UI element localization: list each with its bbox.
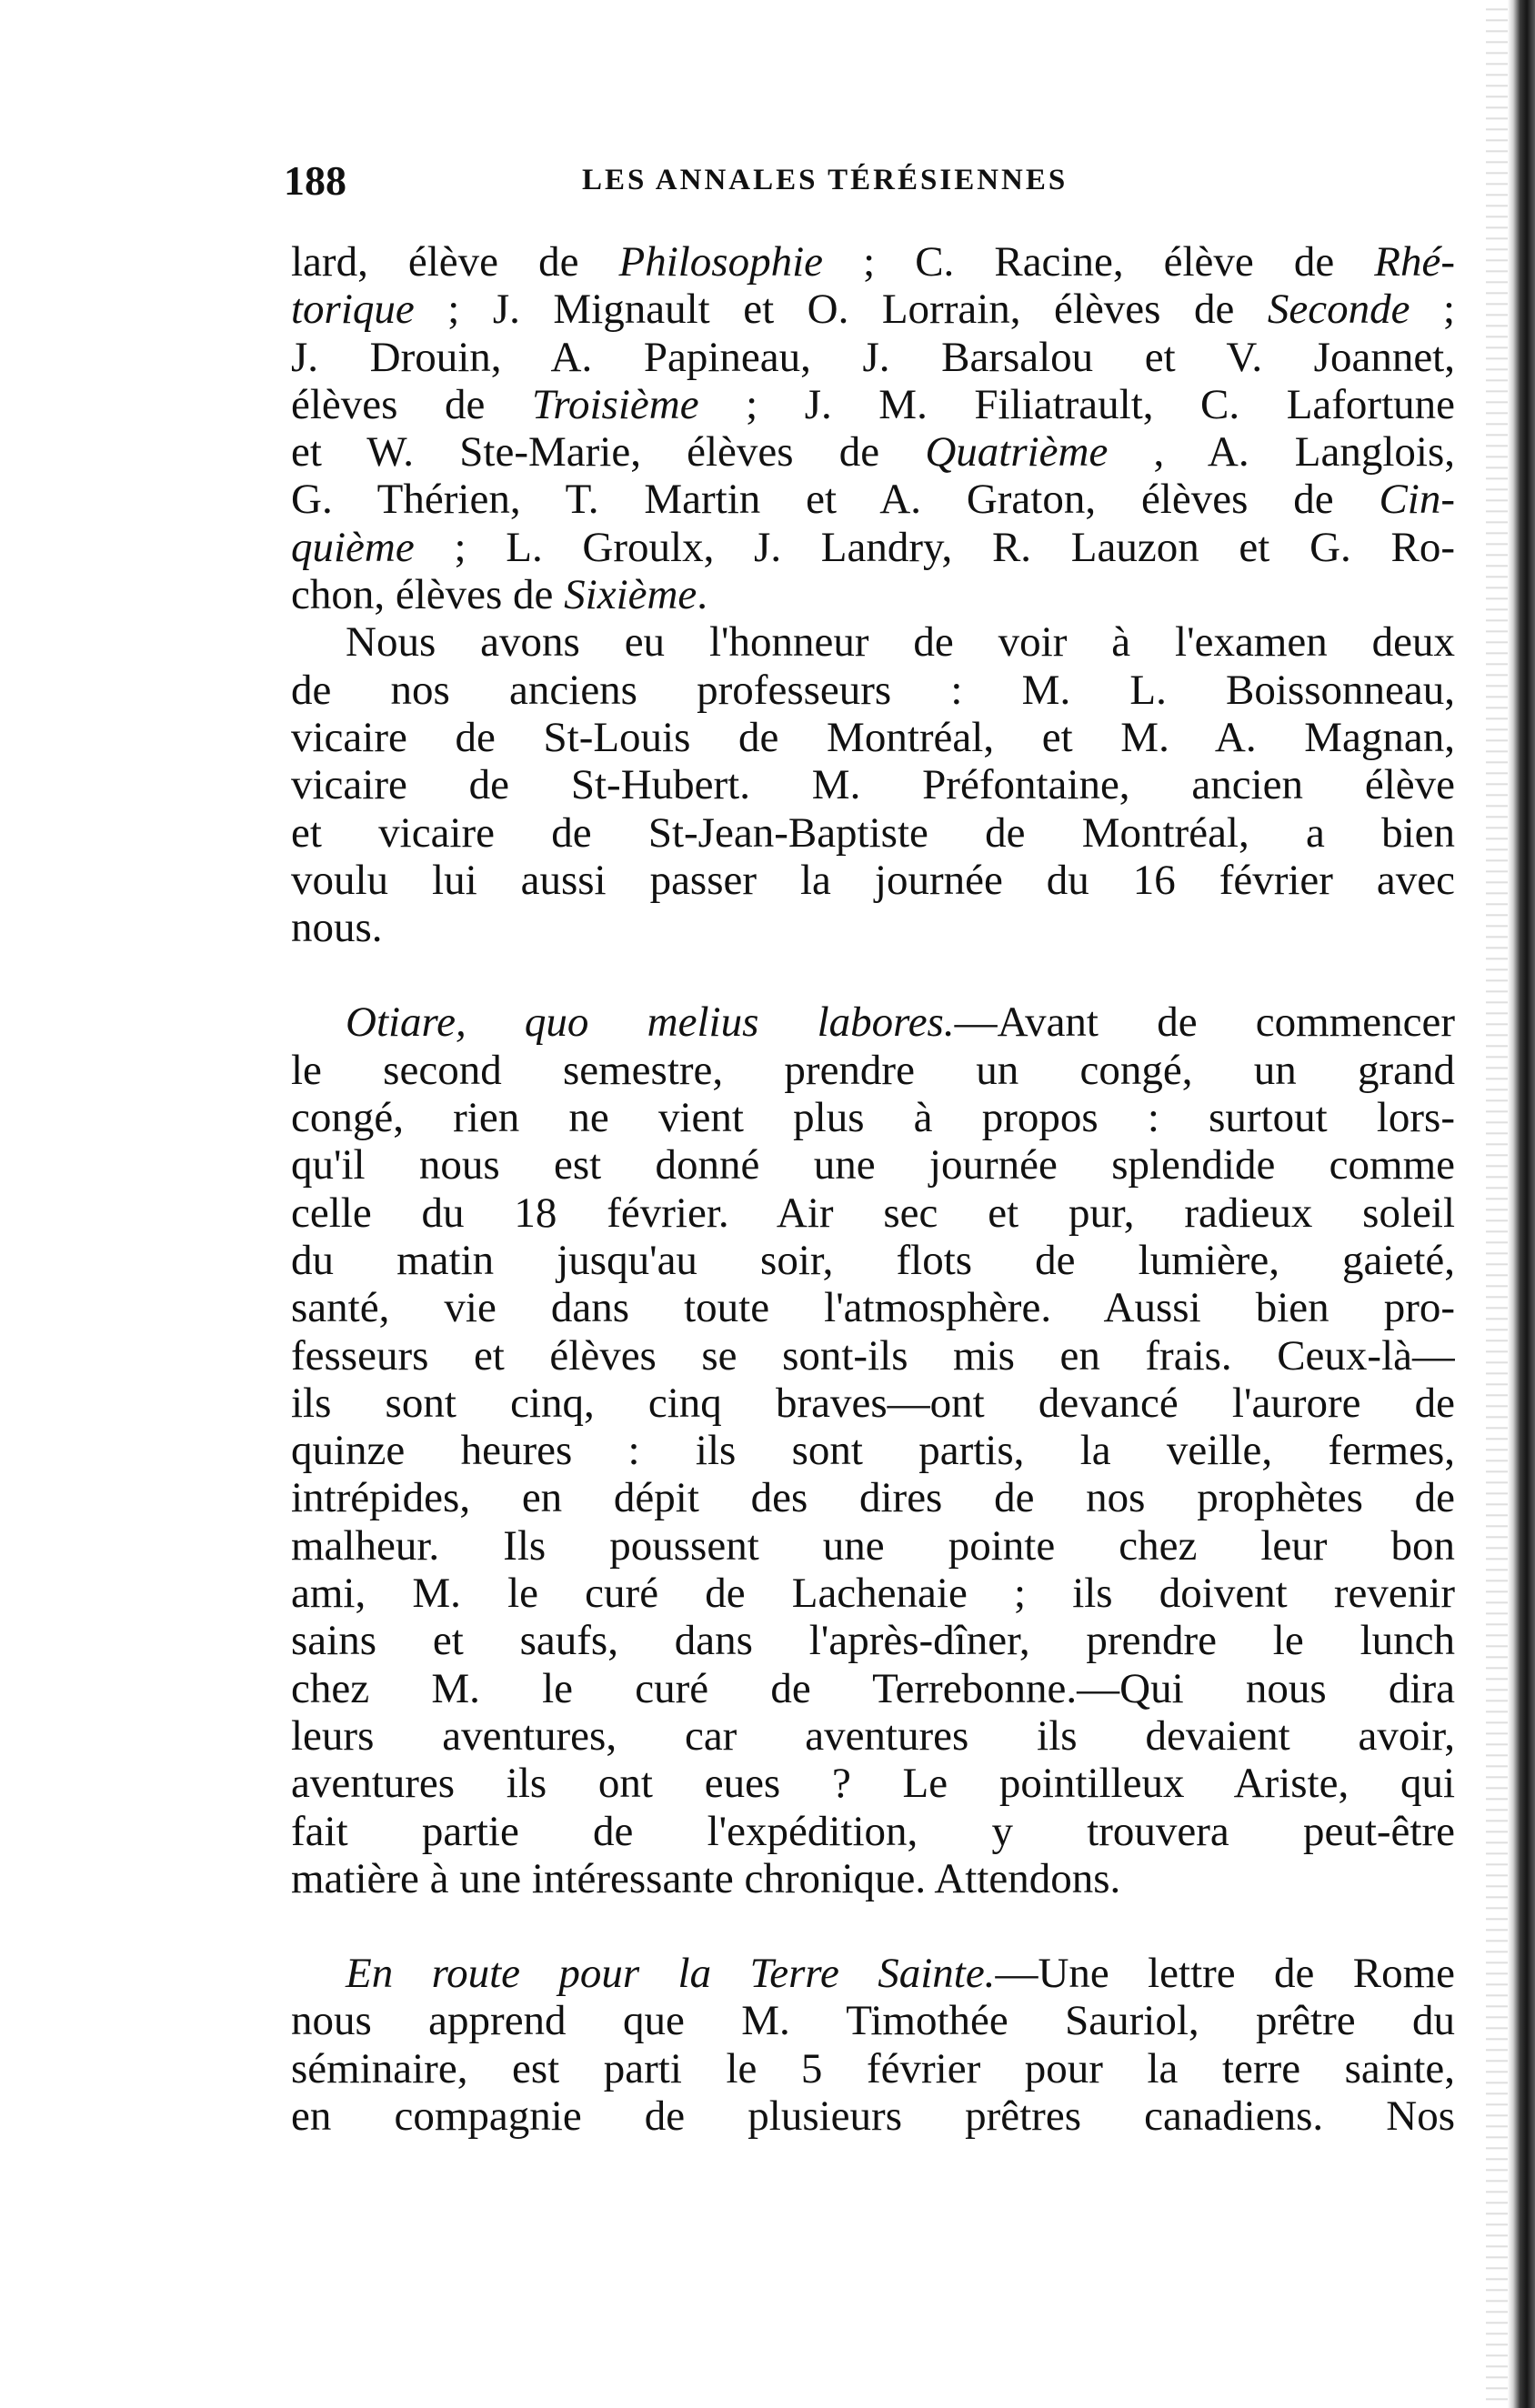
text-line: quinze heures : ils sont partis, la veille, fermes, [291,1427,1455,1475]
text-line: élèves de Troisième ; J. M. Filiatrault, C. Lafortune [291,380,1455,428]
text-line: vicaire de St-Hubert. M. Préfontaine, ancien élève [291,761,1455,809]
text-line: nous. [291,904,383,952]
text-line: leurs aventures, car aventures ils devaient avoir, [291,1711,1455,1760]
text-line: quième ; L. Groulx, J. Landry, R. Lauzon et G. Ro- [291,523,1455,571]
text-line: torique ; J. Mignault et O. Lorrain, élèves de Seconde ; [291,286,1455,334]
paragraph-gap [291,1902,1455,1950]
text-line: aventures ils ont eues ? Le pointilleux Ariste, qui [291,1760,1455,1808]
running-title: LES ANNALES TÉRÉSIENNES [582,164,1068,196]
text-fragment: —Avant de commencer [954,998,1455,1047]
text-line: ils sont cinq, cinq braves—ont devancé l'aurore de [291,1379,1455,1427]
text-line: congé, rien ne vient plus à propos : surtout lors- [291,1094,1455,1142]
text-line: fait partie de l'expédition, y trouvera peut-être [291,1807,1455,1855]
text-line: et vicaire de St-Jean-Baptiste de Montréal, a bien [291,808,1455,857]
text-line: du matin jusqu'au soir, flots de lumière, gaieté, [291,1236,1455,1284]
page-number: 188 [284,157,346,204]
text-line: ami, M. le curé de Lachenaie ; ils doivent revenir [291,1570,1455,1618]
text-line: sains et saufs, dans l'après-dîner, prendre le lunch [291,1617,1455,1665]
text-line: séminaire, est parti le 5 février pour la terre sainte, [291,2044,1455,2092]
text-line: lard, élève de Philosophie ; C. Racine, élève de Rhé- [291,238,1455,286]
scan-binding-edge [1508,0,1535,2408]
section-title: Otiare, quo melius labores. [346,998,955,1047]
text-line: Nous avons eu l'honneur de voir à l'examen deux [346,618,1455,667]
text-line: celle du 18 février. Air sec et pur, radieux soleil [291,1189,1455,1237]
text-line: nous apprend que M. Timothée Sauriol, prêtre du [291,1997,1455,2045]
text-line: G. Thérien, T. Martin et A. Graton, élèves de Cin- [291,476,1455,524]
paragraph-terre-sainte [291,1950,1455,2140]
text-line: voulu lui aussi passer la journée du 16 février avec [291,856,1455,904]
text-line: malheur. Ils poussent une pointe chez leur bon [291,1521,1455,1570]
text-line: chez M. le curé de Terrebonne.—Qui nous dira [291,1664,1455,1712]
text-line: chon, élèves de Sixième. [291,571,708,619]
text-line: J. Drouin, A. Papineau, J. Barsalou et V. Joannet, [291,333,1455,381]
paragraph-former-professors [291,618,1455,951]
section-title: En route pour la Terre Sainte. [346,1950,996,1998]
text-line: fesseurs et élèves se sont-ils mis en frais. Ceux-là— [291,1331,1455,1380]
paragraph-students-list [291,238,1455,618]
text-line: vicaire de St-Louis de Montréal, et M. A. Magnan, [291,713,1455,761]
text-line [291,998,1455,1046]
text-fragment: —Une lettre de Rome [995,1950,1455,1998]
text-line: et W. Ste-Marie, élèves de Quatrième , A. Langlois, [291,428,1455,477]
text-line: qu'il nous est donné une journée splendide comme [291,1141,1455,1189]
page-body [291,238,1455,2140]
text-line: matière à une intéressante chronique. Attendons. [291,1854,1121,1902]
text-line: intrépides, en dépit des dires de nos prophètes de [291,1474,1455,1522]
text-line: santé, vie dans toute l'atmosphère. Aussi bien pro- [291,1284,1455,1332]
paragraph-otiare [291,998,1455,1902]
text-line: de nos anciens professeurs : M. L. Boissonneau, [291,666,1455,714]
text-line: le second semestre, prendre un congé, un grand [291,1046,1455,1094]
text-line [291,1950,1455,1997]
paragraph-gap [291,951,1455,998]
page-header [284,156,1193,211]
text-line: en compagnie de plusieurs prêtres canadiens. Nos [291,2092,1455,2140]
scan-edge-noise [1486,0,1508,2408]
